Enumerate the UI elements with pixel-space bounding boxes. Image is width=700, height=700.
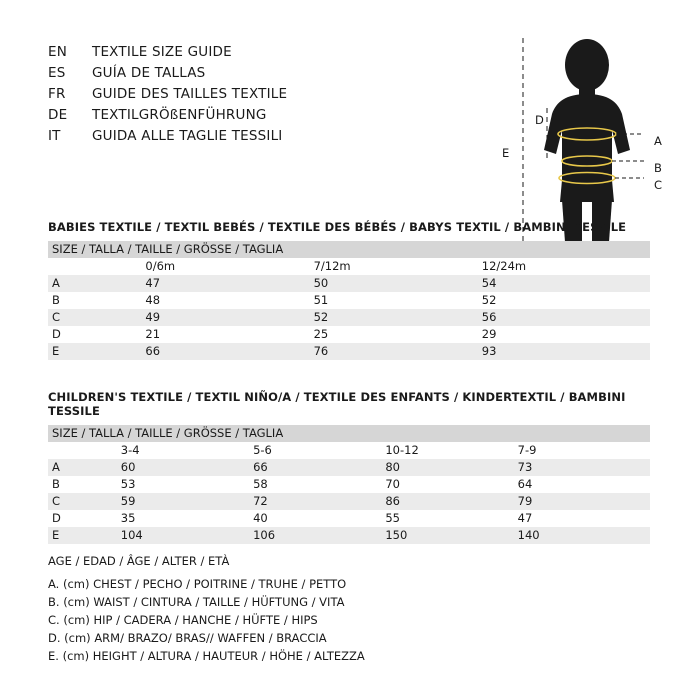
cell-value: 72: [253, 493, 385, 510]
language-row: [48, 65, 468, 86]
row-label: B: [48, 476, 121, 493]
language-code: IT: [48, 128, 61, 144]
language-text: GUIDE DES TAILLES TEXTILE: [92, 86, 288, 102]
cell-value: 59: [121, 493, 253, 510]
cell-value: 21: [145, 326, 313, 343]
cell-value: 150: [385, 527, 517, 544]
cell-value: 79: [518, 493, 650, 510]
column-header: 10-12: [385, 442, 517, 459]
row-label: B: [48, 292, 145, 309]
table-header-row: [48, 241, 650, 258]
cell-value: 29: [482, 326, 650, 343]
table-row: [48, 326, 650, 343]
legend-item-c: C. (cm) HIP / CADERA / HANCHE / HÜFTE / HIPS: [48, 613, 318, 627]
cell-value: 58: [253, 476, 385, 493]
language-text: GUÍA DE TALLAS: [92, 65, 206, 81]
legend-item-d: D. (cm) ARM/ BRAZO/ BRAS// WAFFEN / BRACCIA: [48, 631, 327, 645]
cell-value: 56: [482, 309, 650, 326]
children-size-table: [48, 425, 650, 544]
cell-value: 47: [518, 510, 650, 527]
cell-value: 49: [145, 309, 313, 326]
empty-cell: [48, 258, 145, 275]
cell-value: 106: [253, 527, 385, 544]
table-row: [48, 510, 650, 527]
cell-value: 104: [121, 527, 253, 544]
cell-value: 55: [385, 510, 517, 527]
cell-value: 35: [121, 510, 253, 527]
babies-size-table: [48, 241, 650, 360]
row-label: C: [48, 309, 145, 326]
row-label: E: [48, 527, 121, 544]
legend-item-e: E. (cm) HEIGHT / ALTURA / HAUTEUR / HÖHE / ALTEZZA: [48, 649, 365, 663]
cell-value: 80: [385, 459, 517, 476]
language-text: TEXTILE SIZE GUIDE: [92, 44, 232, 60]
cell-value: 140: [518, 527, 650, 544]
cell-value: 73: [518, 459, 650, 476]
row-label: A: [48, 459, 121, 476]
language-text: GUIDA ALLE TAGLIE TESSILI: [92, 128, 283, 144]
column-header: 3-4: [121, 442, 253, 459]
table-row: [48, 292, 650, 309]
table-header-row: [48, 425, 650, 442]
empty-cell: [48, 442, 121, 459]
cell-value: 66: [253, 459, 385, 476]
babies-title: BABIES TEXTILE / TEXTIL BEBÉS / TEXTILE DES BÉBÉS / BABYS TEXTIL / BAMBINI TESSILE: [48, 220, 627, 234]
column-header: 12/24m: [482, 258, 650, 275]
cell-value: 47: [145, 275, 313, 292]
cell-value: 50: [314, 275, 482, 292]
babies-size-header: SIZE / TALLA / TAILLE / GRÖSSE / TAGLIA: [48, 241, 650, 258]
cell-value: 86: [385, 493, 517, 510]
cell-value: 66: [145, 343, 313, 360]
label-a: A: [654, 134, 662, 148]
label-d: D: [535, 113, 544, 127]
table-column-row: [48, 442, 650, 459]
column-header: 7/12m: [314, 258, 482, 275]
cell-value: 52: [314, 309, 482, 326]
cell-value: 48: [145, 292, 313, 309]
language-code: DE: [48, 107, 68, 123]
column-header: 7-9: [518, 442, 650, 459]
language-row: [48, 107, 468, 128]
children-section: [48, 390, 650, 544]
legend-item-b: B. (cm) WAIST / CINTURA / TAILLE / HÜFTUNG / VITA: [48, 595, 345, 609]
language-row: [48, 128, 468, 149]
label-c: C: [654, 178, 663, 192]
table-row: [48, 493, 650, 510]
language-header-block: [48, 44, 468, 149]
cell-value: 53: [121, 476, 253, 493]
cell-value: 70: [385, 476, 517, 493]
row-label: A: [48, 275, 145, 292]
row-label: C: [48, 493, 121, 510]
column-header: 5-6: [253, 442, 385, 459]
row-label: E: [48, 343, 145, 360]
legend-block: [48, 552, 648, 665]
table-row: [48, 527, 650, 544]
children-size-header: SIZE / TALLA / TAILLE / GRÖSSE / TAGLIA: [48, 425, 650, 442]
cell-value: 51: [314, 292, 482, 309]
language-row: [48, 86, 468, 107]
language-text: TEXTILGRÖßENFÜHRUNG: [92, 107, 267, 123]
language-row: [48, 44, 468, 65]
cell-value: 52: [482, 292, 650, 309]
legend-title: AGE / EDAD / ÂGE / ALTER / ETÀ: [48, 554, 230, 568]
language-code: ES: [48, 65, 66, 81]
cell-value: 93: [482, 343, 650, 360]
cell-value: 60: [121, 459, 253, 476]
column-header: 0/6m: [145, 258, 313, 275]
cell-value: 76: [314, 343, 482, 360]
table-row: [48, 309, 650, 326]
table-row: [48, 275, 650, 292]
babies-section: [48, 220, 650, 360]
language-code: FR: [48, 86, 66, 102]
legend-item-a: A. (cm) CHEST / PECHO / POITRINE / TRUHE / PETTO: [48, 577, 347, 591]
cell-value: 54: [482, 275, 650, 292]
row-label: D: [48, 510, 121, 527]
label-e: E: [502, 146, 510, 160]
children-title: CHILDREN'S TEXTILE / TEXTIL NIÑO/A / TEXTILE DES ENFANTS / KINDERTEXTIL / BAMBINI TESSILE: [48, 390, 626, 418]
table-row: [48, 459, 650, 476]
table-column-row: [48, 258, 650, 275]
cell-value: 64: [518, 476, 650, 493]
label-b: B: [654, 161, 662, 175]
cell-value: 40: [253, 510, 385, 527]
cell-value: 25: [314, 326, 482, 343]
row-label: D: [48, 326, 145, 343]
table-row: [48, 343, 650, 360]
table-row: [48, 476, 650, 493]
language-code: EN: [48, 44, 68, 60]
